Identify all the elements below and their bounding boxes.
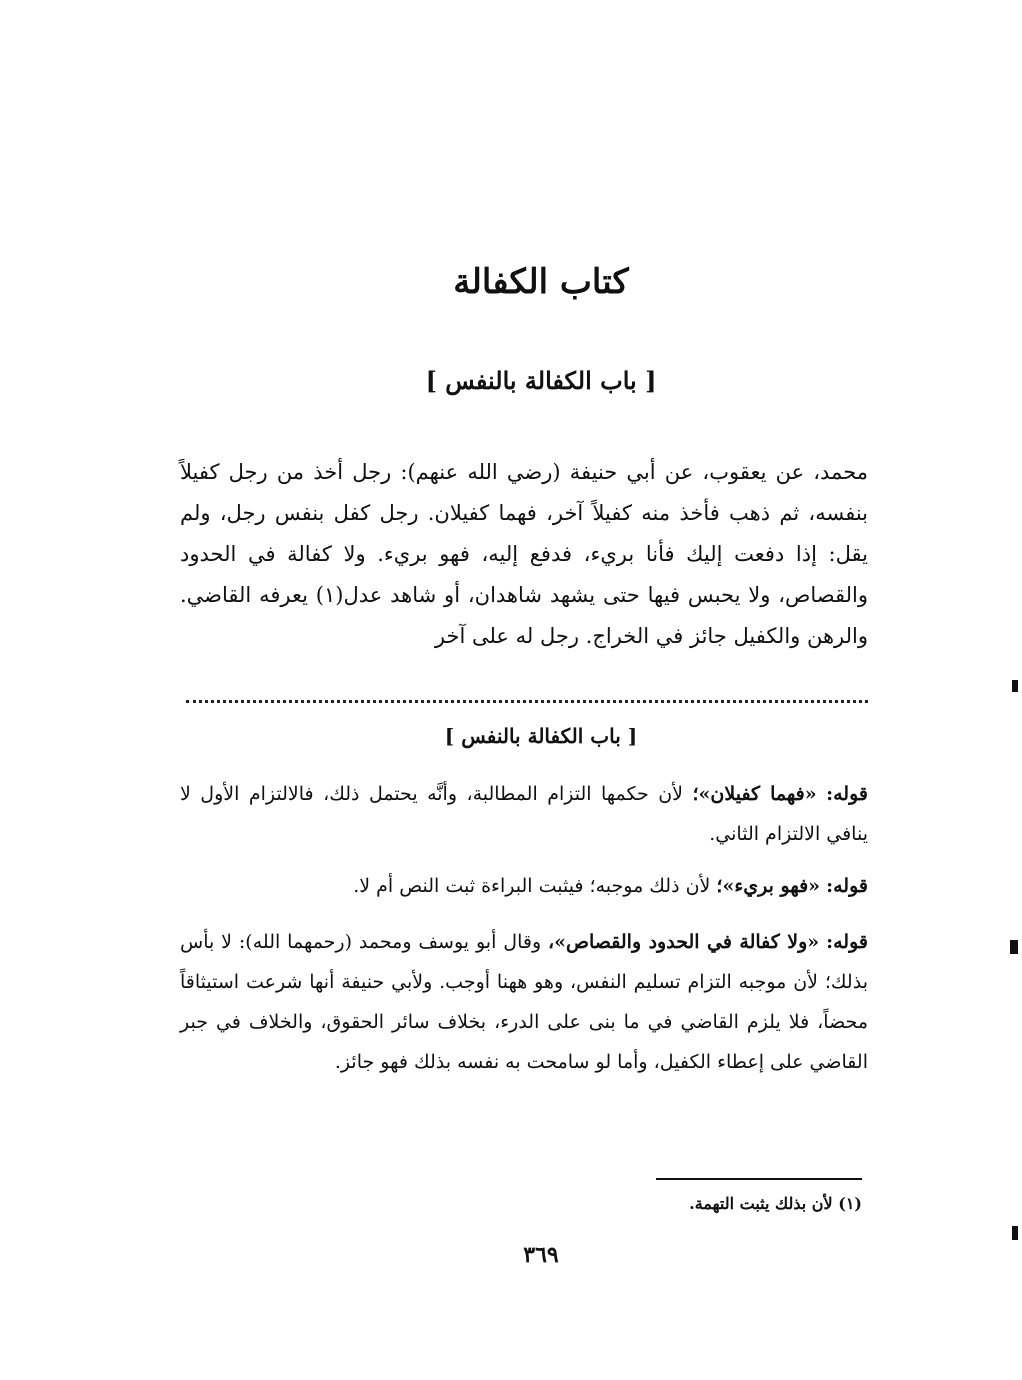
chapter-title: [ باب الكفالة بالنفس ] (425, 366, 657, 395)
commentary-quote: «فهما كفيلان»؛ (692, 783, 817, 805)
commentary-entry (180, 922, 868, 1082)
commentary-quote: «ولا كفالة في الحدود والقصاص»، (548, 931, 820, 953)
commentary-entry (180, 866, 868, 906)
scan-edge-mark (1012, 680, 1018, 692)
scan-edge-mark (1010, 940, 1018, 954)
scan-edge-mark (1012, 1226, 1018, 1240)
footnote: (١) لأن بذلك يثبت التهمة. (689, 1194, 862, 1213)
main-text: محمد، عن يعقوب، عن أبي حنيفة (رضي الله عنهم): رجل أخذ من رجل كفيلاً بنفسه، ثم ذهب فأخذ منه كفيلاً آخر، فهما كفيلان. رجل كفل بنفس رجل، ولم يقل: إذا دفعت إليك فأنا بريء، فدفع إليه، فهو بريء. ولا كفالة في الحدود والقصاص، ولا يحبس فيها حتى يشهد شاهدان، أو شاهد عدل(١) يعرفه القاضي. والرهن والكفيل جائز في الخراج. رجل له على آخر (180, 460, 868, 648)
commentary-lead: قوله: (826, 931, 868, 953)
footnote-rule (656, 1178, 862, 1180)
page-number: ٣٦٩ (523, 1242, 559, 1268)
commentary-text: وقال أبو يوسف ومحمد (رحمهما الله): لا بأس بذلك؛ لأن موجبه التزام تسليم النفس، وهو ههنا أوجب. ولأبي حنيفة أنها شرعت استيثاقاً محضاً، فلا يلزم القاضي في ما بنى على الدرء، بخلاف سائر الحقوق، والخلاف في جبر القاضي على إعطاء الكفيل، وأما لو سامحت به نفسه بذلك فهو جائز. (180, 931, 868, 1073)
commentary-lead: قوله: (826, 875, 868, 897)
commentary-lead: قوله: (826, 783, 868, 805)
commentary-text: لأن ذلك موجبه؛ فيثبت البراءة ثبت النص أم لا. (353, 875, 717, 897)
book-title: كتاب الكفالة (453, 262, 629, 302)
commentary-text: لأن حكمها التزام المطالبة، وأنَّه يحتمل ذلك، فالالتزام الأول لا ينافي الالتزام الثاني. (180, 783, 868, 845)
commentary-title: [ باب الكفالة بالنفس ] (444, 724, 638, 748)
dotted-separator (186, 700, 868, 703)
commentary-entry (180, 774, 868, 854)
commentary-quote: «فهو بريء»؛ (716, 875, 821, 897)
